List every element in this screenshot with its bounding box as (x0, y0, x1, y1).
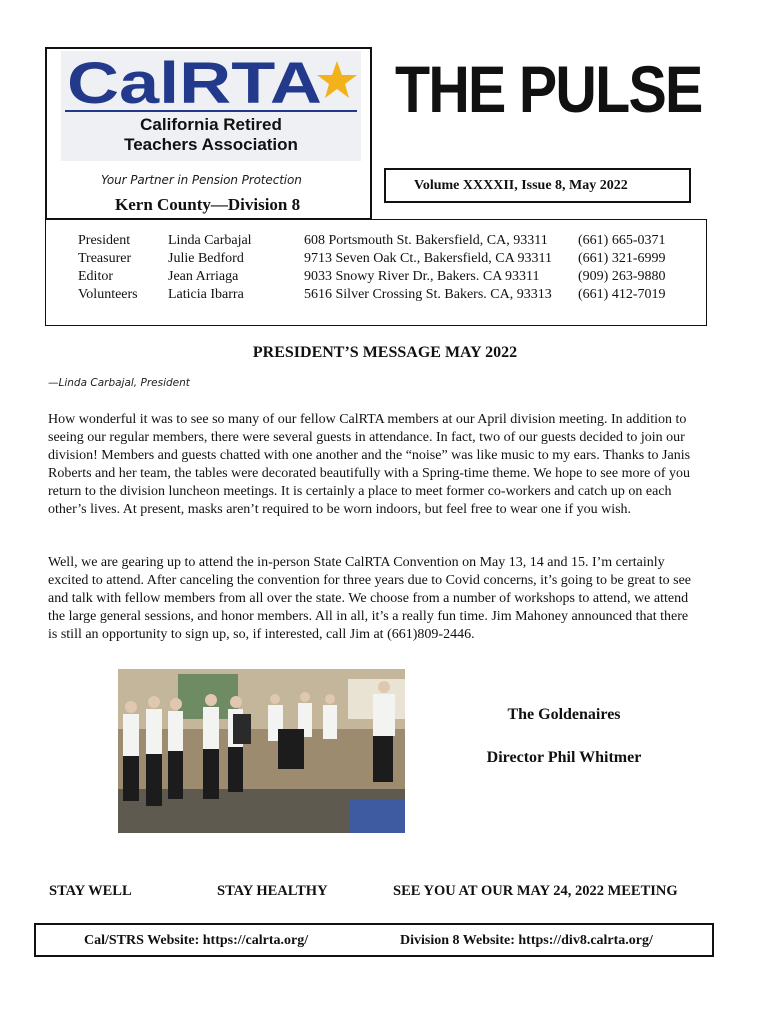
officer-phone: (661) 412-7019 (578, 287, 666, 302)
officer-address: 5616 Silver Crossing St. Bakers. CA, 93313 (304, 287, 552, 302)
officer-role: Volunteers (78, 287, 138, 302)
state-website-link[interactable]: Cal/STRS Website: https://calrta.org/ (84, 933, 309, 948)
article-paragraph: How wonderful it was to see so many of our fellow CalRTA members at our April division meeting. In addition to seeing our regular members, there were several guests in attendance. In fact, two of our guests decided to join our division! Members and guests chatted with one another and the “noise” was like music to my ears. Thanks to Janis Roberts and her team, the tables were decorated beautifully with a Spring-time theme. We hope to see more of you return to the division luncheon meetings. It is certainly a place to meet former co-workers and catch up on each other’s lives. At present, masks aren’t required to be worn indoors, but feel free to wear one if you wish. (48, 412, 691, 518)
officer-role: Treasurer (78, 251, 132, 266)
volume-text: Volume XXXXII, Issue 8, May 2022 (414, 177, 628, 193)
division-name: Kern County—Division 8 (115, 195, 301, 214)
logo-box (45, 47, 372, 220)
officer-phone: (661) 665-0371 (578, 233, 666, 248)
tagline: Your Partner in Pension Protection (101, 173, 302, 187)
officer-address: 608 Portsmouth St. Bakersfield, CA, 93311 (304, 233, 548, 248)
choir-photo-image (118, 669, 405, 833)
officer-name: Jean Arriaga (168, 269, 239, 284)
logo-text: CalRTA (67, 51, 322, 116)
closing-stay-healthy: STAY HEALTHY (217, 883, 328, 899)
officers-list (45, 219, 707, 326)
article-paragraph: Well, we are gearing up to attend the in-person State CalRTA Convention on May 13, 14 and 15. I’m certainly excited to attend. After canceling the convention for three years due to Covid concerns, it’s going to be great to see and talk with fellow members from all over the state. We choose from a number of workshops to attend, we attend the large general sessions, and honor members. All in all, it’s a really fun time. Jim Mahoney announced that there is still an opportunity to sign up, so, if interested, call Jim at (661)809-2446. (48, 555, 692, 643)
division-website-link[interactable]: Division 8 Website: https://div8.calrta.org/ (400, 933, 653, 948)
footer-links (34, 923, 714, 957)
officer-address: 9033 Snowy River Dr., Bakers. CA 93311 (304, 269, 540, 284)
volume-box (384, 168, 691, 203)
logo-subtitle-line2: Teachers Association (124, 135, 298, 154)
newsletter-title: THE PULSE (395, 52, 702, 126)
photo-caption-title: The Goldenaires (507, 706, 621, 723)
article-byline: —Linda Carbajal, President (48, 377, 190, 389)
photo-caption-director: Director Phil Whitmer (486, 749, 642, 766)
officer-role: President (78, 233, 131, 248)
closing-meeting: SEE YOU AT OUR MAY 24, 2022 MEETING (393, 883, 678, 899)
officer-name: Laticia Ibarra (168, 287, 244, 302)
officer-role: Editor (78, 269, 113, 284)
officer-name: Julie Bedford (168, 251, 244, 266)
calrta-logo (61, 51, 361, 161)
officer-phone: (909) 263-9880 (578, 269, 666, 284)
choir-photo (118, 669, 405, 833)
closing-stay-well: STAY WELL (49, 883, 132, 899)
officer-phone: (661) 321-6999 (578, 251, 666, 266)
officer-address: 9713 Seven Oak Ct., Bakersfield, CA 93311 (304, 251, 552, 266)
logo-subtitle-line1: California Retired (140, 115, 282, 134)
article-title: PRESIDENT’S MESSAGE MAY 2022 (252, 344, 518, 361)
officer-name: Linda Carbajal (168, 233, 252, 248)
